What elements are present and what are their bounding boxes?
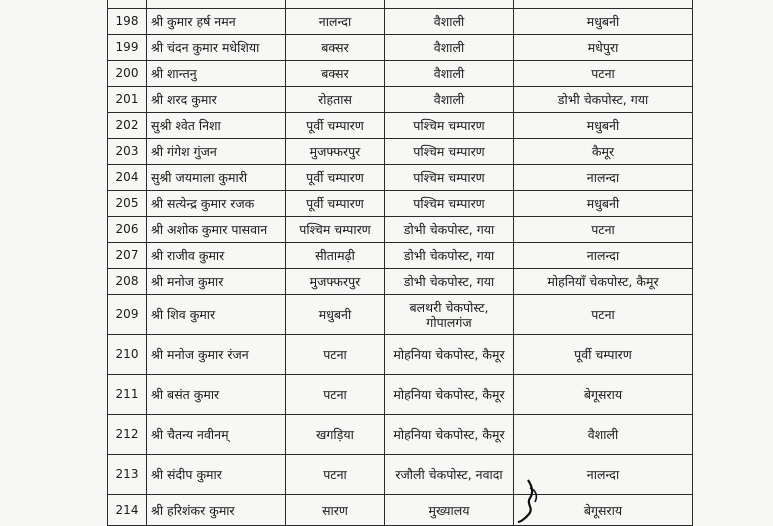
current-posting: रोहतास xyxy=(286,87,385,113)
officer-name: श्री संदीप कुमार xyxy=(147,455,286,495)
current-posting: मुजफ्फरपुर xyxy=(286,269,385,295)
officer-name: श्री राजीव कुमार xyxy=(147,243,286,269)
new-posting: मधुबनी xyxy=(514,191,693,217)
new-posting: पूर्वी चम्पारण xyxy=(514,335,693,375)
new-posting xyxy=(514,0,693,9)
new-posting: मधुबनी xyxy=(514,113,693,139)
new-posting: नालन्दा xyxy=(514,165,693,191)
new-posting: पटना xyxy=(514,61,693,87)
row-number: 204 xyxy=(108,165,147,191)
row-number: 203 xyxy=(108,139,147,165)
row-number: 205 xyxy=(108,191,147,217)
current-posting: पटना xyxy=(286,455,385,495)
transfer-table-body xyxy=(108,0,693,526)
current-posting: सारण xyxy=(286,495,385,526)
table-row xyxy=(108,9,693,35)
table-row xyxy=(108,217,693,243)
table-row xyxy=(108,0,693,9)
row-number: 206 xyxy=(108,217,147,243)
current-posting: सीतामढ़ी xyxy=(286,243,385,269)
previous-posting: डोभी चेकपोस्ट, गया xyxy=(385,217,514,243)
row-number: 200 xyxy=(108,61,147,87)
new-posting: मधेपुरा xyxy=(514,35,693,61)
current-posting: मुजफ्फरपुर xyxy=(286,139,385,165)
table-row xyxy=(108,495,693,526)
new-posting: नालन्दा xyxy=(514,243,693,269)
previous-posting: पश्चिम चम्पारण xyxy=(385,113,514,139)
previous-posting: वैशाली xyxy=(385,87,514,113)
previous-posting: पश्चिम चम्पारण xyxy=(385,191,514,217)
previous-posting: वैशाली xyxy=(385,9,514,35)
previous-posting xyxy=(385,0,514,9)
current-posting: बक्सर xyxy=(286,61,385,87)
current-posting: पूर्वी चम्पारण xyxy=(286,113,385,139)
table-row xyxy=(108,61,693,87)
officer-name: श्री हरिशंकर कुमार xyxy=(147,495,286,526)
current-posting: पश्चिम चम्पारण xyxy=(286,217,385,243)
table-row xyxy=(108,191,693,217)
table-row xyxy=(108,335,693,375)
new-posting: पटना xyxy=(514,295,693,335)
previous-posting: वैशाली xyxy=(385,61,514,87)
new-posting: पटना xyxy=(514,217,693,243)
new-posting: कैमूर xyxy=(514,139,693,165)
row-number: 209 xyxy=(108,295,147,335)
current-posting: पटना xyxy=(286,335,385,375)
previous-posting: मोहनिया चेकपोस्ट, कैमूर xyxy=(385,415,514,455)
officer-name: श्री शिव कुमार xyxy=(147,295,286,335)
table-row xyxy=(108,415,693,455)
officer-name: सुश्री श्वेत निशा xyxy=(147,113,286,139)
row-number: 201 xyxy=(108,87,147,113)
current-posting: मधुबनी xyxy=(286,295,385,335)
table-row xyxy=(108,165,693,191)
row-number: 207 xyxy=(108,243,147,269)
signature-mark xyxy=(510,478,550,523)
previous-posting: रजौली चेकपोस्ट, नवादा xyxy=(385,455,514,495)
previous-posting: बलथरी चेकपोस्ट, गोपालगंज xyxy=(385,295,514,335)
officer-name: श्री चंदन कुमार मधेशिया xyxy=(147,35,286,61)
officer-name: श्री अशोक कुमार पासवान xyxy=(147,217,286,243)
officer-name: सुश्री जयमाला कुमारी xyxy=(147,165,286,191)
table-row xyxy=(108,87,693,113)
current-posting: बक्सर xyxy=(286,35,385,61)
new-posting: मोहनियाँ चेकपोस्ट, कैमूर xyxy=(514,269,693,295)
row-number: 210 xyxy=(108,335,147,375)
previous-posting: मोहनिया चेकपोस्ट, कैमूर xyxy=(385,375,514,415)
row-number: 212 xyxy=(108,415,147,455)
previous-posting: डोभी चेकपोस्ट, गया xyxy=(385,243,514,269)
row-number: 208 xyxy=(108,269,147,295)
current-posting: खगड़िया xyxy=(286,415,385,455)
table-row xyxy=(108,375,693,415)
new-posting: नालन्दा xyxy=(514,455,693,495)
row-number: 202 xyxy=(108,113,147,139)
current-posting: पटना xyxy=(286,375,385,415)
officer-name: श्री मनोज कुमार रंजन xyxy=(147,335,286,375)
officer-name: श्री कुमार हर्ष नमन xyxy=(147,9,286,35)
row-number xyxy=(108,0,147,9)
table-row xyxy=(108,243,693,269)
table-row xyxy=(108,113,693,139)
row-number: 198 xyxy=(108,9,147,35)
new-posting: डोभी चेकपोस्ट, गया xyxy=(514,87,693,113)
new-posting: वैशाली xyxy=(514,415,693,455)
row-number: 214 xyxy=(108,495,147,526)
transfer-table xyxy=(107,0,693,526)
officer-name: श्री चैतन्य नवीनम् xyxy=(147,415,286,455)
new-posting: बेगूसराय xyxy=(514,375,693,415)
officer-name: श्री सत्येन्द्र कुमार रजक xyxy=(147,191,286,217)
officer-name: श्री शान्तनु xyxy=(147,61,286,87)
table-row xyxy=(108,295,693,335)
previous-posting: डोभी चेकपोस्ट, गया xyxy=(385,269,514,295)
table-row xyxy=(108,269,693,295)
new-posting: बेगूसराय xyxy=(514,495,693,526)
officer-name: श्री मनोज कुमार xyxy=(147,269,286,295)
table-row xyxy=(108,35,693,61)
officer-name: श्री शरद कुमार xyxy=(147,87,286,113)
previous-posting: मुख्यालय xyxy=(385,495,514,526)
current-posting: पूर्वी चम्पारण xyxy=(286,191,385,217)
previous-posting: वैशाली xyxy=(385,35,514,61)
officer-name xyxy=(147,0,286,9)
current-posting xyxy=(286,0,385,9)
officer-name: श्री गंगेश गुंजन xyxy=(147,139,286,165)
officer-name: श्री बसंत कुमार xyxy=(147,375,286,415)
previous-posting: पश्चिम चम्पारण xyxy=(385,165,514,191)
table-row xyxy=(108,455,693,495)
current-posting: पूर्वी चम्पारण xyxy=(286,165,385,191)
row-number: 211 xyxy=(108,375,147,415)
row-number: 213 xyxy=(108,455,147,495)
current-posting: नालन्दा xyxy=(286,9,385,35)
row-number: 199 xyxy=(108,35,147,61)
previous-posting: पश्चिम चम्पारण xyxy=(385,139,514,165)
new-posting: मधुबनी xyxy=(514,9,693,35)
table-row xyxy=(108,139,693,165)
previous-posting: मोहनिया चेकपोस्ट, कैमूर xyxy=(385,335,514,375)
